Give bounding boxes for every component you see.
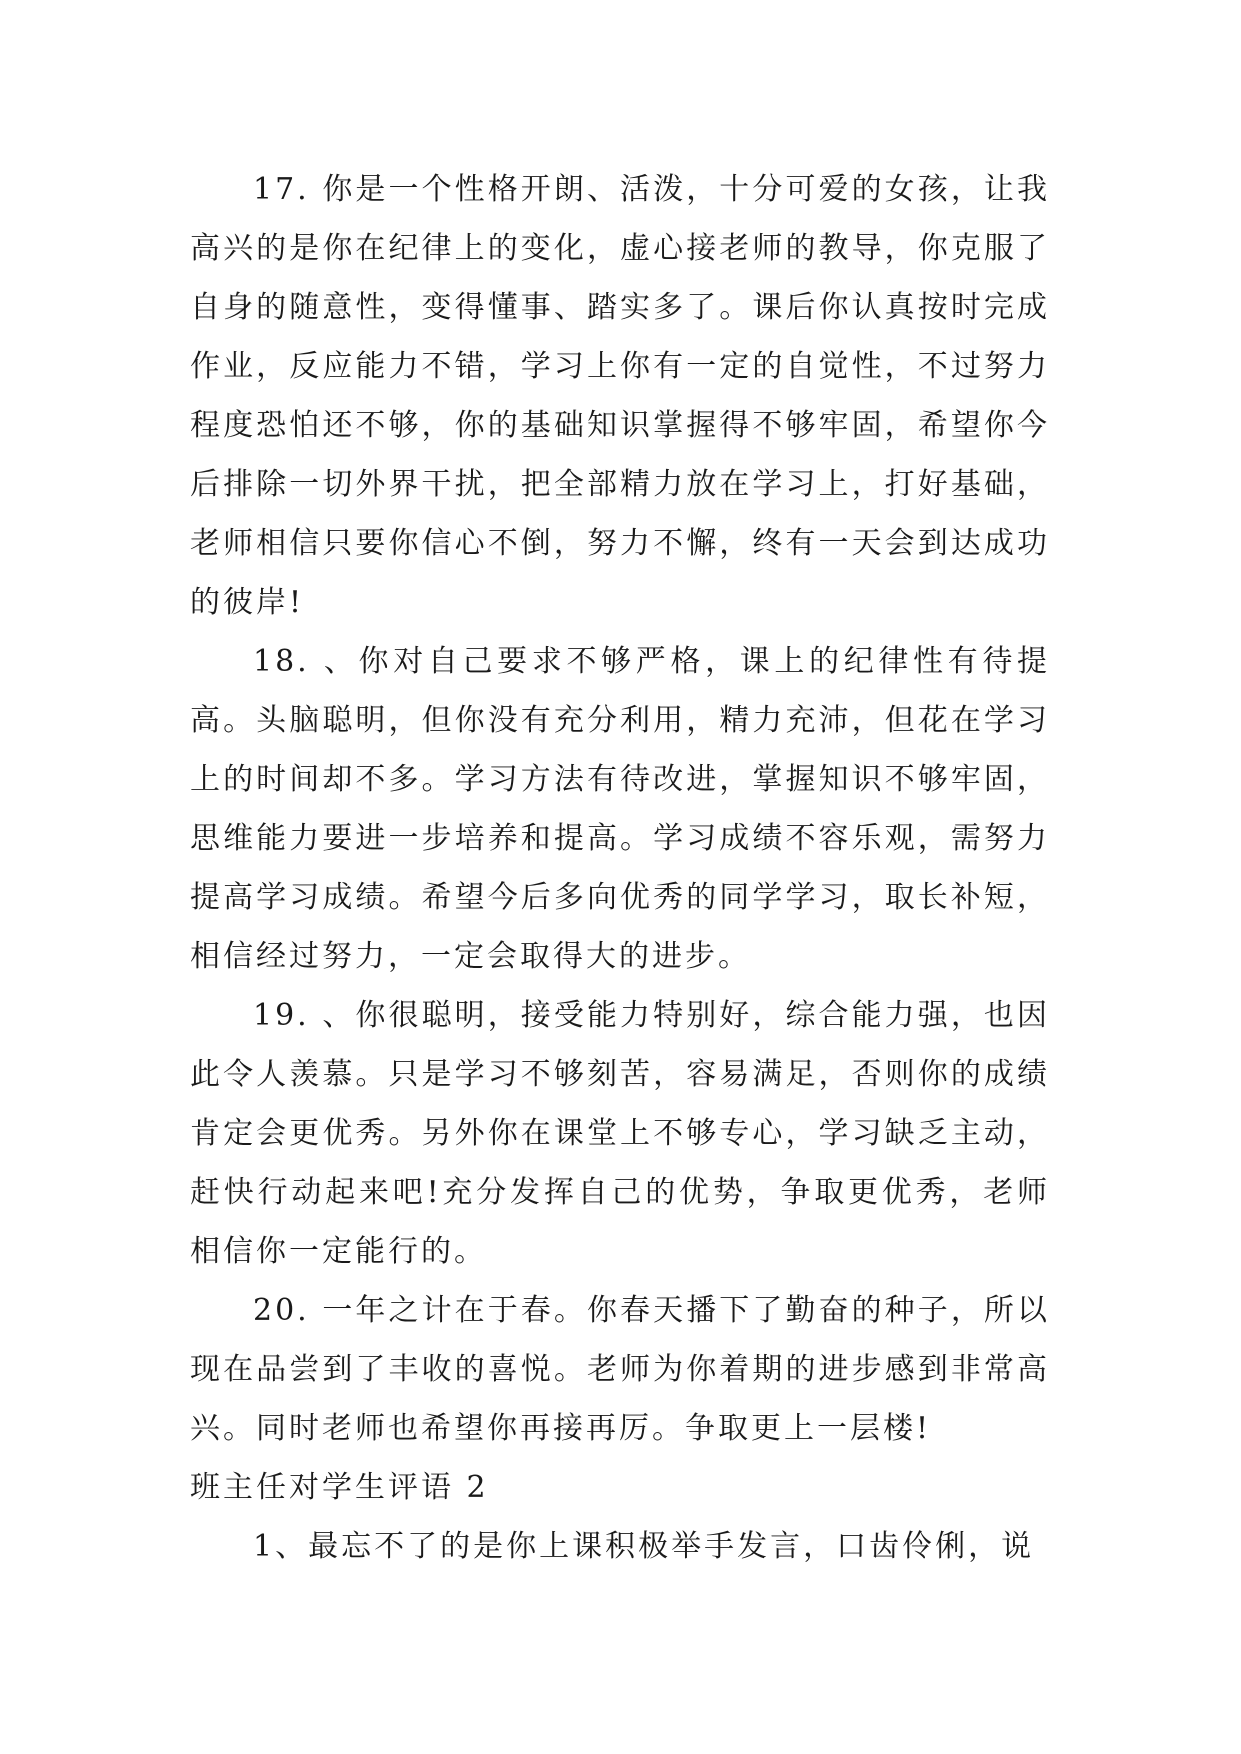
comment-paragraph-17: 17. 你是一个性格开朗、活泼，十分可爱的女孩，让我高兴的是你在纪律上的变化，虚心接老师的教导，你克服了自身的随意性，变得懂事、踏实多了。课后你认真按时完成作业，反应能力不错，学习上你有一定的自觉性，不过努力程度恐怕还不够，你的基础知识掌握得不够牢固，希望你今后排除一切外界干扰，把全部精力放在学习上，打好基础，老师相信只要你信心不倒，努力不懈，终有一天会到达成功的彼岸! [190,172,1050,620]
comment-paragraph-19: 19. 、你很聪明，接受能力特别好，综合能力强，也因此令人羡慕。只是学习不够刻苦，容易满足，否则你的成绩肯定会更优秀。另外你在课堂上不够专心，学习缺乏主动，赶快行动起来吧!充分发挥自己的优势，争取更优秀，老师相信你一定能行的。 [190,998,1050,1269]
document-page [190,160,1050,1576]
section-heading: 班主任对学生评语 2 [190,1470,489,1505]
comment-paragraph-20: 20. 一年之计在于春。你春天播下了勤奋的种子，所以现在品尝到了丰收的喜悦。老师为你着期的进步感到非常高兴。同时老师也希望你再接再厉。争取更上一层楼! [190,1293,1050,1446]
comment-paragraph-1: 1、最忘不了的是你上课积极举手发言，口齿伶俐，说 [253,1529,1035,1564]
comment-paragraph-18: 18. 、你对自己要求不够严格，课上的纪律性有待提高。头脑聪明，但你没有充分利用，精力充沛，但花在学习上的时间却不多。学习方法有待改进，掌握知识不够牢固，思维能力要进一步培养和提高。学习成绩不容乐观，需努力提高学习成绩。希望今后多向优秀的同学学习，取长补短，相信经过努力，一定会取得大的进步。 [190,644,1050,974]
